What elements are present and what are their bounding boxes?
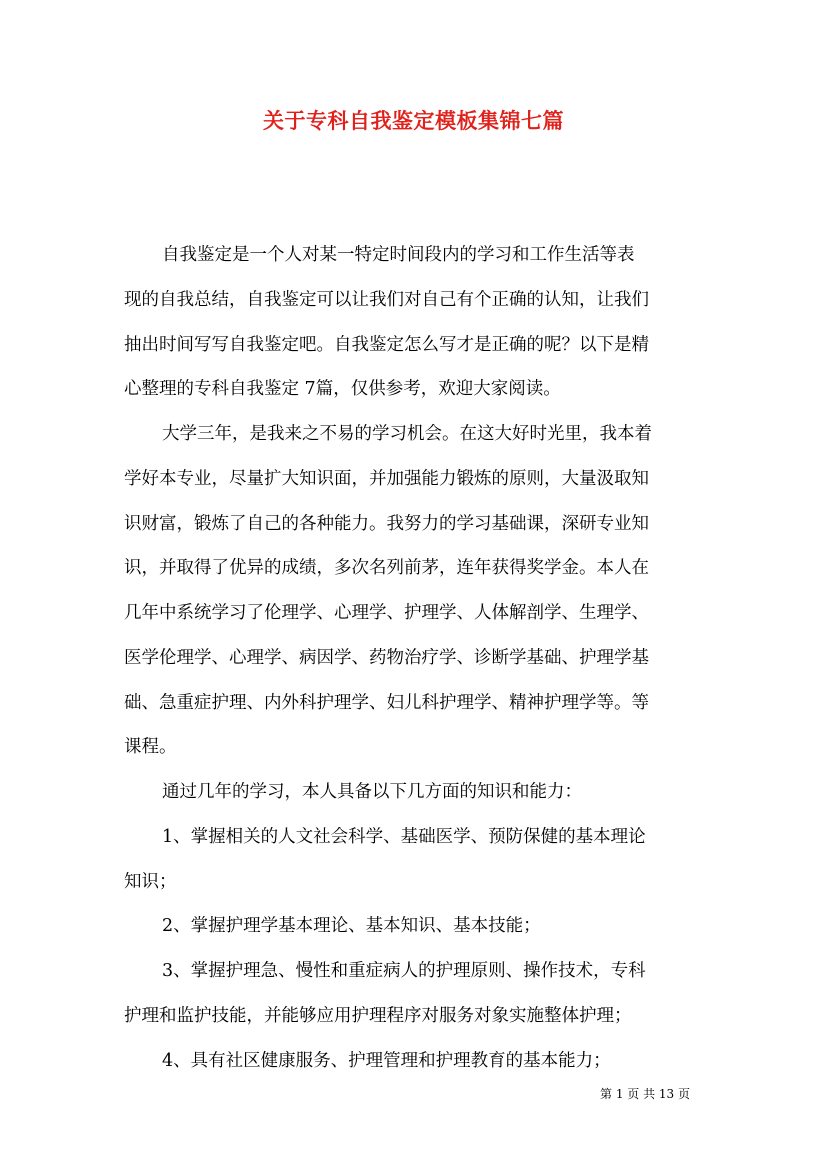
paragraph-2-line-7: 础、急重症护理、内外科护理学、妇儿科护理学、精神护理学等。等 — [124, 693, 649, 713]
paragraph-1-line-1: 自我鉴定是一个人对某一特定时间段内的学习和工作生活等表 — [162, 245, 635, 265]
paragraph-5-line-1: 2、掌握护理学基本理论、基本知识、基本技能； — [162, 916, 541, 936]
paragraph-1-line-2: 现的自我总结，自我鉴定可以让我们对自己有个正确的认知，让我们 — [124, 290, 649, 310]
paragraph-1-line-3: 抽出时间写写自我鉴定吧。自我鉴定怎么写才是正确的呢？以下是精 — [124, 335, 649, 355]
paragraph-7-line-1: 4、具有社区健康服务、护理管理和护理教育的基本能力； — [162, 1051, 611, 1071]
paragraph-2-line-2: 学好本专业，尽量扩大知识面，并加强能力锻炼的原则，大量汲取知 — [124, 469, 649, 489]
page-title: 关于专科自我鉴定模板集锦七篇 — [263, 108, 564, 133]
paragraph-2-line-4: 识，并取得了优异的成绩，多次名列前茅，连年获得奖学金。本人在 — [124, 558, 649, 578]
paragraph-4-line-2: 知识； — [124, 872, 177, 892]
paragraph-4-line-1: 1、掌握相关的人文社会科学、基础医学、预防保健的基本理论 — [162, 827, 646, 847]
paragraph-6-line-1: 3、掌握护理急、慢性和重症病人的护理原则、操作技术，专科 — [162, 961, 646, 981]
paragraph-3-line-1: 通过几年的学习，本人具备以下几方面的知识和能力： — [162, 782, 582, 802]
paragraph-6-line-2: 护理和监护技能，并能够应用护理程序对服务对象实施整体护理； — [124, 1006, 632, 1026]
paragraph-2-line-3: 识财富，锻炼了自己的各种能力。我努力的学习基础课，深研专业知 — [124, 514, 649, 534]
paragraph-2-line-1: 大学三年，是我来之不易的学习机会。在这大好时光里，我本着 — [162, 424, 652, 444]
paragraph-1-line-4: 心整理的专科自我鉴定 7篇，仅供参考，欢迎大家阅读。 — [124, 379, 561, 399]
paragraph-2-line-8: 课程。 — [124, 737, 177, 757]
paragraph-2-line-6: 医学伦理学、心理学、病因学、药物治疗学、诊断学基础、护理学基 — [124, 648, 649, 668]
paragraph-2-line-5: 几年中系统学习了伦理学、心理学、护理学、人体解剖学、生理学、 — [124, 603, 649, 623]
page-number-footer: 第 1 页 共 13 页 — [600, 1087, 690, 1101]
